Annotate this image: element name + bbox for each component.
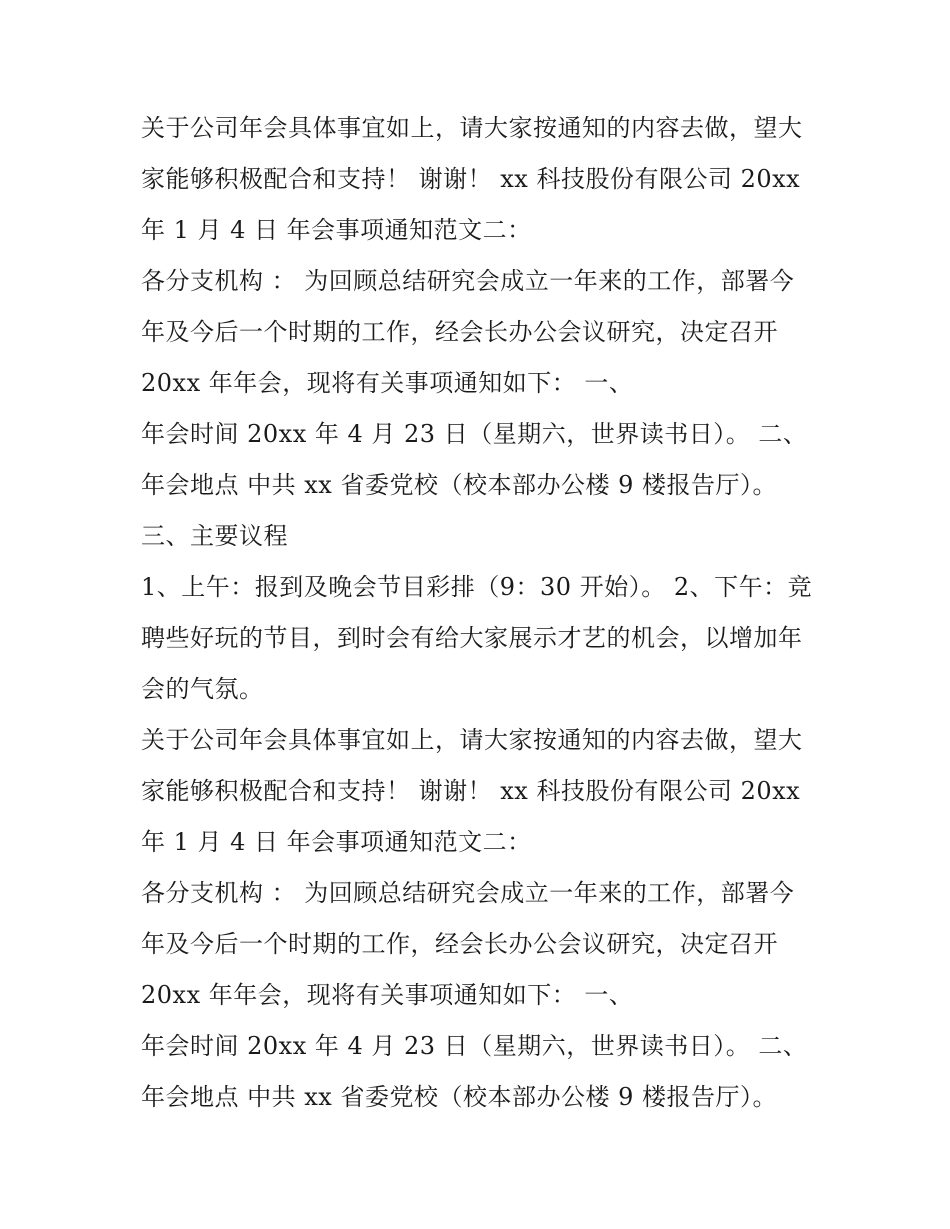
- text-line: 年会时间 20xx 年 4 月 23 日（星期六，世界读书日）。 二、: [141, 1032, 808, 1060]
- text-line: 家能够积极配合和支持！ 谢谢！ xx 科技股份有限公司 20xx: [141, 165, 801, 193]
- text-line: 关于公司年会具体事宜如上，请大家按通知的内容去做，望大: [141, 726, 803, 754]
- section-heading: 三、主要议程: [141, 522, 288, 550]
- text-line: 各分支机构 ： 为回顾总结研究会成立一年来的工作，部署今: [141, 267, 795, 295]
- text-line: 20xx 年年会，现将有关事项通知如下： 一、: [141, 981, 634, 1009]
- text-line: 年会地点 中共 xx 省委党校（校本部办公楼 9 楼报告厅）。: [141, 471, 777, 499]
- text-line: 会的气氛。: [141, 675, 264, 703]
- text-line: 年 1 月 4 日 年会事项通知范文二：: [141, 828, 532, 856]
- text-line: 20xx 年年会，现将有关事项通知如下： 一、: [141, 369, 634, 397]
- text-line: 年及今后一个时期的工作，经会长办公会议研究，决定召开: [141, 930, 778, 958]
- text-line: 家能够积极配合和支持！ 谢谢！ xx 科技股份有限公司 20xx: [141, 777, 801, 805]
- text-line: 年 1 月 4 日 年会事项通知范文二：: [141, 216, 532, 244]
- text-line: 年及今后一个时期的工作，经会长办公会议研究，决定召开: [141, 318, 778, 346]
- text-line: 年会地点 中共 xx 省委党校（校本部办公楼 9 楼报告厅）。: [141, 1083, 777, 1111]
- text-line: 各分支机构 ： 为回顾总结研究会成立一年来的工作，部署今: [141, 879, 795, 907]
- text-line: 聘些好玩的节目，到时会有给大家展示才艺的机会，以增加年: [141, 624, 803, 652]
- text-line: 关于公司年会具体事宜如上，请大家按通知的内容去做，望大: [141, 114, 803, 142]
- text-line: 年会时间 20xx 年 4 月 23 日（星期六，世界读书日）。 二、: [141, 420, 808, 448]
- text-line: 1、上午：报到及晚会节目彩排（9：30 开始）。 2、下午：竞: [141, 573, 813, 601]
